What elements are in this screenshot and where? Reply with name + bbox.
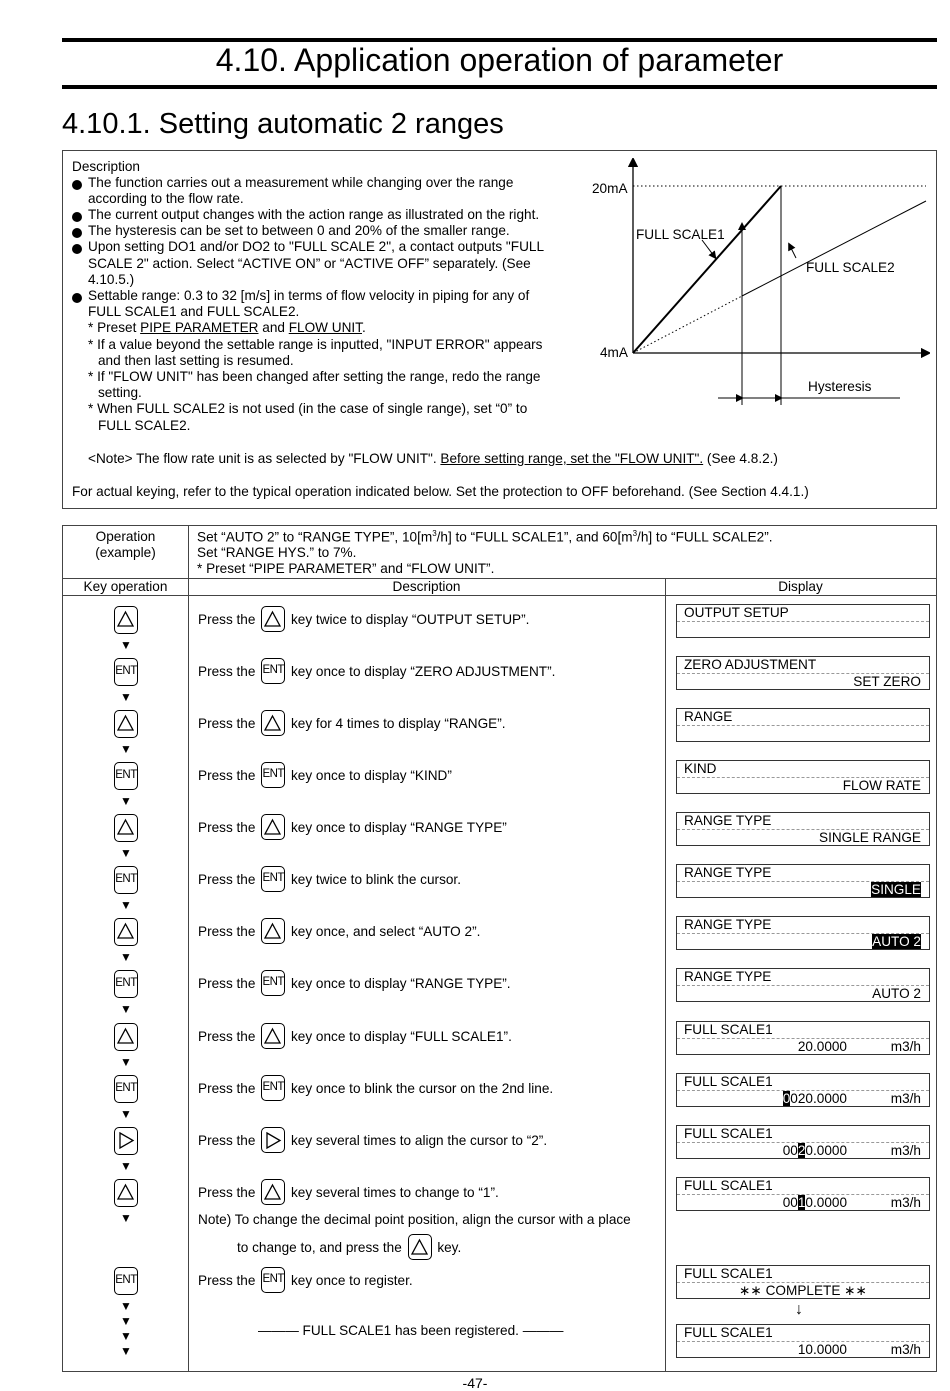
display-line-1: RANGE TYPE (684, 917, 772, 932)
display-line-1: FULL SCALE1 (684, 1126, 773, 1141)
step-down-arrow: ▼ (120, 950, 132, 964)
bullet (72, 244, 82, 254)
step-down-arrow: ▼ (120, 1107, 132, 1121)
label-4ma: 4mA (600, 345, 628, 360)
display-line-1: RANGE (684, 709, 733, 724)
display-line-1: RANGE TYPE (684, 969, 772, 984)
display-line-1: FULL SCALE1 (684, 1022, 773, 1037)
step-down-arrow: ▼ (120, 690, 132, 704)
step-description: Press the key once to display “RANGE TYPE” (198, 814, 507, 840)
inline-right-arrow-key-icon (261, 1127, 285, 1153)
section-title: 4.10. Application operation of parameter (215, 42, 784, 78)
display-line-1: FULL SCALE1 (684, 1325, 773, 1340)
lcd-display (676, 760, 930, 794)
display-line-2: SINGLE RANGE (819, 830, 921, 845)
operation-line-1: Set “AUTO 2” to “RANGE TYPE”, $10[m^3/h]$ to “FULL SCALE1”, and $60[m^3/h]$ to “FULL SCALE2”. (197, 529, 773, 545)
decimal-note-line-2: to change to, and press the key. (237, 1234, 461, 1260)
display-transition-arrow: ↓ (795, 1301, 803, 1318)
description-heading: Description (72, 159, 140, 174)
display-line-1: FULL SCALE1 (684, 1074, 773, 1089)
step-down-arrow: ▼ (120, 1299, 132, 1313)
step-down-arrow: ▼ (120, 1329, 132, 1343)
step-description: Press the key once to display “FULL SCALE1”. (198, 1023, 512, 1049)
label-20ma: 20mA (592, 181, 628, 196)
key-column-ent-key-icon: ENT (114, 1075, 138, 1103)
display-line-1: RANGE TYPE (684, 813, 772, 828)
step-down-arrow: ▼ (120, 898, 132, 912)
operation-line-2: Set “RANGE HYS.” to 7%. (197, 545, 357, 560)
page-number: -47- (462, 1375, 488, 1391)
bullet (72, 228, 82, 238)
subsection-title: 4.10.1. Setting automatic 2 ranges (62, 108, 504, 140)
display-unit: m3/h (890, 1143, 921, 1158)
step-description: Press the ENT key twice to blink the cursor. (198, 866, 461, 892)
display-line-2: ∗∗ COMPLETE ∗∗ (739, 1283, 867, 1298)
step-down-arrow: ▼ (120, 742, 132, 756)
bullet-text: SCALE 2" action. Select “ACTIVE ON” or “ACTIVE OFF” separately. (See (88, 256, 531, 271)
inline-up-arrow-key-icon (261, 1023, 285, 1049)
display-value: 0020.0000 (782, 1143, 847, 1158)
display-unit: m3/h (890, 1195, 921, 1210)
bullet-text: The current output changes with the action range as illustrated on the right. (88, 207, 540, 222)
step-description: Press the ENT key once to display “ZERO ADJUSTMENT”. (198, 658, 555, 684)
fs1-pointer (702, 240, 714, 256)
fs2-dotted-line (633, 296, 742, 353)
header-bottom-rule (62, 85, 937, 89)
display-value: 10.0000 (797, 1342, 847, 1357)
fs2-line (742, 201, 926, 296)
note-text: * If "FLOW UNIT" has been changed after setting the range, redo the range (88, 369, 541, 384)
bullet-text: 4.10.5.) (88, 272, 135, 287)
range-graph-svg (590, 158, 930, 408)
note-text: * If a value beyond the settable range is inputted, "INPUT ERROR" appears (88, 337, 543, 352)
display-value: 20.0000 (797, 1039, 847, 1054)
key-column-up-arrow-key-icon (114, 814, 138, 842)
decimal-note-line-1: Note) To change the decimal point position, align the cursor with a place (198, 1212, 631, 1227)
display-line-1: KIND (684, 761, 717, 776)
lcd-display (676, 1265, 930, 1299)
bullet-text: Upon setting DO1 and/or DO2 to "FULL SCALE 2", a contact outputs "FULL (88, 239, 545, 254)
key-column-up-arrow-key-icon (114, 710, 138, 738)
display-line-1: FULL SCALE1 (684, 1266, 773, 1281)
key-column-up-arrow-key-icon (114, 606, 138, 634)
table-divider (63, 595, 936, 596)
display-line-2: SINGLE (871, 882, 921, 897)
note-text: FULL SCALE2. (98, 418, 191, 433)
step-down-arrow: ▼ (120, 1314, 132, 1328)
note-text: * When FULL SCALE2 is not used (in the case of single range), set “0” to (88, 401, 528, 416)
inline-ent-key-icon: ENT (261, 970, 285, 996)
inline-up-arrow-key-icon (261, 918, 285, 944)
bullet (72, 293, 82, 303)
inline-up-arrow-key-icon (261, 1179, 285, 1205)
inline-up-arrow-key-icon (261, 814, 285, 840)
bullet-text: Settable range: 0.3 to 32 [m/s] in terms of flow velocity in piping for any of (88, 288, 530, 303)
key-column-up-arrow-key-icon (114, 1179, 138, 1207)
step-down-arrow: ▼ (120, 1002, 132, 1016)
label-full-scale2: FULL SCALE2 (806, 260, 895, 275)
display-line-2: AUTO 2 (872, 934, 921, 949)
table-divider (188, 526, 189, 1371)
key-column-ent-key-icon: ENT (114, 762, 138, 790)
key-column-ent-key-icon: ENT (114, 1267, 138, 1295)
key-column-ent-key-icon: ENT (114, 866, 138, 894)
fs2-pointer (790, 246, 796, 258)
display-line-2: AUTO 2 (872, 986, 921, 1001)
lcd-display (676, 1324, 930, 1358)
lcd-display (676, 1177, 930, 1211)
label-full-scale1: FULL SCALE1 (636, 227, 725, 242)
key-column-right-arrow-key-icon (114, 1127, 138, 1155)
flow-unit-note: <Note> The flow rate unit is as selected by "FLOW UNIT". Before setting range, set the "FLOW UNIT". (See 4.8.2.) (88, 451, 778, 466)
col-display: Display (778, 579, 823, 594)
note-text: and then last setting is resumed. (98, 353, 294, 368)
inline-ent-key-icon: ENT (261, 658, 285, 684)
operation-line-3: * Preset “PIPE PARAMETER” and “FLOW UNIT”. (197, 561, 495, 576)
range-graph (590, 158, 930, 408)
col-key-operation: Key operation (83, 579, 168, 594)
bullet-text: FULL SCALE1 and FULL SCALE2. (88, 304, 300, 319)
step-description: Press the key several times to align the cursor to “2”. (198, 1127, 547, 1153)
inline-ent-key-icon: ENT (261, 866, 285, 892)
step-description: Press the ENT key once to display “RANGE TYPE”. (198, 970, 511, 996)
lcd-display (676, 1021, 930, 1055)
label-hysteresis: Hysteresis (808, 379, 872, 394)
step-down-arrow: ▼ (120, 846, 132, 860)
step-down-arrow: ▼ (120, 1159, 132, 1173)
preset-line: * Preset PIPE PARAMETER and FLOW UNIT. (88, 320, 366, 335)
key-column-ent-key-icon: ENT (114, 658, 138, 686)
display-unit: m3/h (890, 1091, 921, 1106)
display-line-2: SET ZERO (853, 674, 921, 689)
fs1-line (633, 186, 781, 353)
note-up-arrow-key-icon (408, 1234, 432, 1260)
display-line-1: OUTPUT SETUP (684, 605, 789, 620)
bullet-text: according to the flow rate. (88, 191, 244, 206)
step-down-arrow: ▼ (120, 1344, 132, 1358)
key-column-ent-key-icon: ENT (114, 970, 138, 998)
step-description: Press the ENT key once to blink the cursor on the 2nd line. (198, 1075, 553, 1101)
display-line-1: FULL SCALE1 (684, 1178, 773, 1193)
display-unit: m3/h (890, 1039, 921, 1054)
step-down-arrow: ▼ (120, 1211, 132, 1225)
step-description: Press the key twice to display “OUTPUT SETUP”. (198, 606, 529, 632)
inline-ent-key-icon: ENT (261, 1267, 285, 1293)
display-line-1: RANGE TYPE (684, 865, 772, 880)
key-column-up-arrow-key-icon (114, 918, 138, 946)
lcd-display (676, 656, 930, 690)
step-down-arrow: ▼ (120, 1055, 132, 1069)
inline-up-arrow-key-icon (261, 710, 285, 736)
display-value: 0010.0000 (782, 1195, 847, 1210)
table-divider (665, 578, 666, 1371)
step-description: Press the key several times to change to “1”. (198, 1179, 499, 1205)
display-unit: m3/h (890, 1342, 921, 1357)
bullet (72, 212, 82, 222)
operation-label: (example) (95, 545, 156, 560)
key-column-up-arrow-key-icon (114, 1023, 138, 1051)
display-value: 0020.0000 (782, 1091, 847, 1106)
lcd-display (676, 1073, 930, 1107)
step-down-arrow: ▼ (120, 638, 132, 652)
display-line-1: ZERO ADJUSTMENT (684, 657, 817, 672)
inline-ent-key-icon: ENT (261, 762, 285, 788)
bullet (72, 180, 82, 190)
note-text: setting. (98, 385, 142, 400)
inline-up-arrow-key-icon (261, 606, 285, 632)
step-description: Press the ENT key once to display “KIND” (198, 762, 452, 788)
lcd-display (676, 864, 930, 898)
lcd-display (676, 812, 930, 846)
bullet-text: The function carries out a measurement while changing over the range (88, 175, 514, 190)
lcd-display (676, 1125, 930, 1159)
col-description: Description (392, 579, 461, 594)
pipe-parameter-link: PIPE PARAMETER (140, 320, 259, 335)
step-description: Press the key once, and select “AUTO 2”. (198, 918, 480, 944)
step-description: Press the key for 4 times to display “RANGE”. (198, 710, 506, 736)
lcd-display (676, 604, 930, 638)
lcd-display (676, 968, 930, 1002)
bullet-text: The hysteresis can be set to between 0 and 20% of the smaller range. (88, 223, 510, 238)
inline-ent-key-icon: ENT (261, 1075, 285, 1101)
operation-label: Operation (95, 529, 156, 544)
lcd-display (676, 708, 930, 742)
registered-message: ——— FULL SCALE1 has been registered. ——— (258, 1323, 564, 1338)
step-description: Press the ENT key once to register. (198, 1267, 413, 1293)
keying-footer: For actual keying, refer to the typical operation indicated below. Set the protection to OFF beforehand. (See Section 4.4.1.) (72, 484, 809, 499)
display-line-2: FLOW RATE (842, 778, 921, 793)
flow-unit-link: FLOW UNIT (288, 320, 362, 335)
step-down-arrow: ▼ (120, 794, 132, 808)
lcd-display (676, 916, 930, 950)
